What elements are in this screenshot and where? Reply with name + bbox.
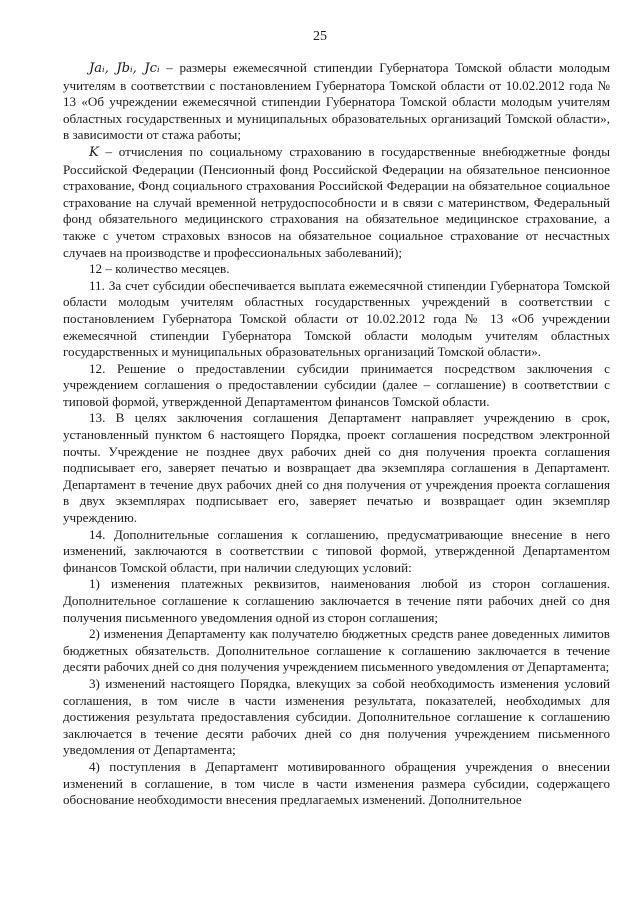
paragraph-condition-4: 4) поступления в Департамент мотивированного обращения учреждения о внесении изменений в соглашение, в том числе в части изменения размера субсидии, содержащего обоснование необходимости внесения предлагаемых изменений. Дополнительное [63, 758, 610, 808]
page-number: 25 [313, 29, 327, 44]
document-body [63, 60, 610, 809]
paragraph-condition-3: 3) изменений настоящего Порядка, влекущих за собой необходимость изменения условий соглашения, в том числе в части изменения результата, показателей, необходимых для достижения результата предоставления субсидии. Дополнительное соглашение к соглашению заключается в течение десяти рабочих дней со дня получения учреждением письменного уведомления от Департамента; [63, 675, 610, 758]
paragraph-text: – отчисления по социальному страхованию в государственные внебюджетные фонды Российской Федерации (Пенсионный фонд Российской Федерации на обязательное пенсионное страхование, Фонд социального страхования Российской Федерации на обязательное социальное страхование на случай временной нетрудоспособности и в связи с материнством, Федеральный фонд обязательного медицинского страхования на обязательное медицинское страхование, а также с учетом страховых взносов на обязательное социальное страхование от несчастных случаев на производстве и профессиональных заболеваний); [63, 143, 610, 260]
paragraph-clause-14: 14. Дополнительные соглашения к соглашению, предусматривающие внесение в него изменений, заключаются в соответствии с типовой формой, утвержденной Департаментом финансов Томской области, при наличии следующих условий: [63, 526, 610, 575]
formula-variables: Jaᵢ, Jbᵢ, Jcᵢ [89, 61, 160, 76]
formula-variable-k: K [89, 144, 99, 160]
paragraph-social-insurance [63, 144, 610, 261]
paragraph-months: 12 – количество месяцев. [89, 261, 230, 277]
paragraph-condition-2: 2) изменения Департаменту как получателю бюджетных средств ранее доведенных лимитов бюджетных обязательств. Дополнительное соглашение к соглашению заключается в течение десяти рабочих дней со дня получения учреждением письменного уведомления от Департамента; [63, 626, 610, 675]
paragraph-condition-1: 1) изменения платежных реквизитов, наименования любой из сторон соглашения. Дополнительное соглашение к соглашению заключается в течение пяти рабочих дней со дня получения письменного уведомления одной из сторон соглашения; [63, 576, 610, 625]
paragraph-stipend-sizes [63, 60, 610, 144]
paragraph-clause-11: 11. За счет субсидии обеспечивается выплата ежемесячной стипендии Губернатора Томской области молодым учителям областных государственных учреждений в соответствии с постановлением Губернатора Томской области от 10.02.2012 года № 13 «Об учреждении ежемесячной стипендии Губернатора Томской области молодым учителям областных государственных и муниципальных образовательных организаций Томской области». [63, 277, 610, 360]
paragraph-clause-12: 12. Решение о предоставлении субсидии принимается посредством заключения с учреждением соглашения о предоставлении субсидии (далее – соглашение) в соответствии с типовой формой, утвержденной Департаментом финансов Томской области. [63, 360, 610, 409]
paragraph-text: – размеры ежемесячной стипендии Губернатора Томской области молодым учителям в соответствии с постановлением Губернатора Томской области от 10.02.2012 года № 13 «Об учреждении ежемесячной стипендии Губернатора Томской области молодым учителям областных государственных и муниципальных образовательных организаций Томской области», в зависимости от стажа работы; [63, 60, 610, 143]
paragraph-clause-13: 13. В целях заключения соглашения Департамент направляет учреждению в срок, установленный пунктом 6 настоящего Порядка, проект соглашения посредством электронной почты. Учреждение не позднее двух рабочих дней со дня получения проекта соглашения подписывает его, заверяет печатью и возвращает два экземпляра соглашения в Департамент. Департамент в течение двух рабочих дней со дня получения от учреждения проекта соглашения в двух экземплярах подписывает его, заверяет печатью и возвращает один экземпляр учреждению. [63, 410, 610, 526]
